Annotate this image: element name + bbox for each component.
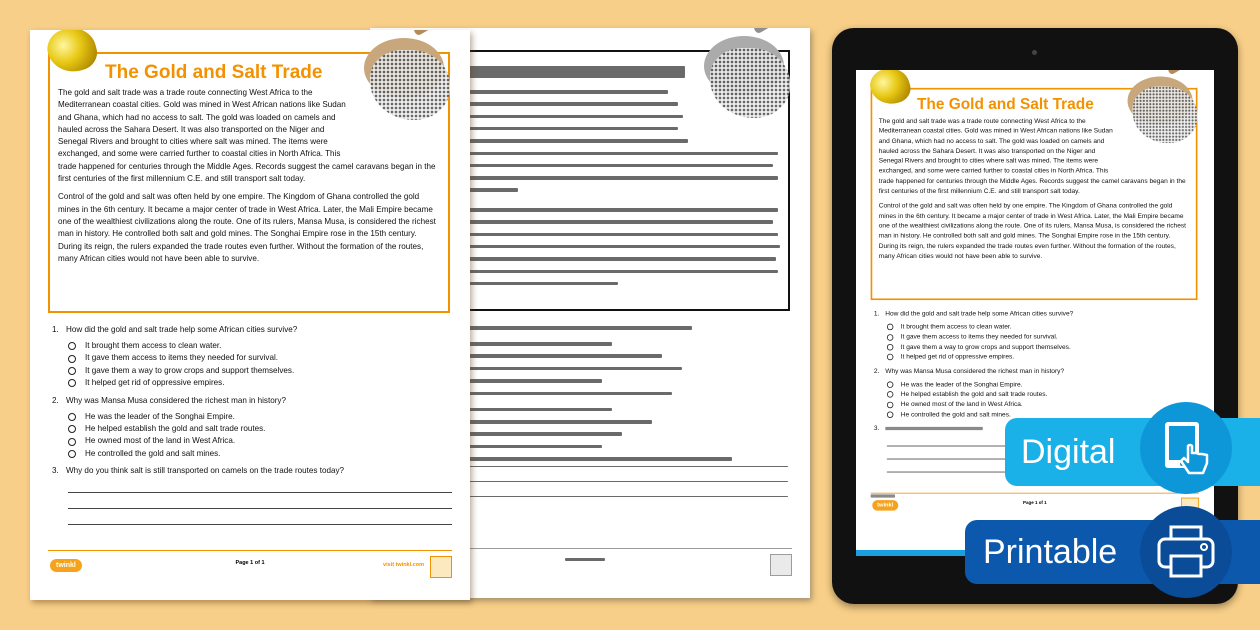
paragraph: The gold and salt trade was a trade route connecting West Africa to the Mediterranean coastal cities. Gold was mined in West African nations like Sudan and Ghana, which had no access to salt. The gold was loaded on camels and hauled across the Sahara Desert. It was also transported on the Niger and Senegal Rivers and brought to cities where salt was mined. The items were exchanged, and some were carried further to coastal cities in North Africa. This trade happened for centuries through the Middle Ages. Records suggest the camel caravans began in the first centuries of the first millennium C.E. and still transport salt today. [878,117,1186,195]
radio-icon[interactable] [68,413,76,421]
question-2 [874,366,1199,419]
option[interactable] [52,435,452,447]
option-label: He was the leader of the Songhai Empire. [900,380,1023,388]
twinkl-logo: twinkl [872,500,898,511]
radio-icon[interactable] [68,379,76,387]
printable-tag [965,520,1260,584]
option-label: He helped establish the gold and salt trade routes. [85,424,266,434]
option-label: He helped establish the gold and salt trade routes. [900,390,1048,398]
option[interactable] [874,400,1199,410]
radio-icon[interactable] [887,391,894,398]
question-1 [52,324,452,390]
worksheet-title: The Gold and Salt Trade [105,62,323,83]
option[interactable] [874,390,1199,400]
page-number: Page 1 of 1 [235,560,265,566]
option[interactable] [874,379,1199,389]
worksheet-footer [48,550,452,590]
visit-link[interactable]: visit twinkl.com [383,562,424,568]
text-line-placeholder [885,427,983,430]
option[interactable] [52,352,452,364]
printer-icon [1140,506,1232,598]
question-number: 1. [873,309,880,318]
radio-icon[interactable] [68,342,76,350]
option[interactable] [874,342,1199,352]
question-number: 2. [873,367,880,375]
option[interactable] [52,411,452,423]
answer-line[interactable] [68,524,452,525]
twinkl-logo: twinkl [50,559,82,572]
question-2 [52,395,452,461]
questions [52,324,452,530]
option[interactable] [874,352,1199,362]
answer-line[interactable] [68,492,452,493]
printable-label: Printable [983,532,1118,571]
option-label: It brought them access to clean water. [900,322,1012,331]
option[interactable] [52,377,452,389]
option-label: He controlled the gold and salt mines. [85,448,221,458]
question-text: Why was Mansa Musa considered the richest man in history? [66,395,286,405]
digital-tag [1005,418,1260,486]
option-label: He was the leader of the Songhai Empire. [85,411,235,421]
question-number: 1. [52,325,59,334]
radio-icon[interactable] [68,367,76,375]
question-number: 3. [873,424,880,432]
option-label: It gave them a way to grow crops and support themselves. [85,365,295,375]
option-label: It helped get rid of oppressive empires. [900,353,1015,361]
radio-icon[interactable] [887,334,894,341]
option[interactable] [874,322,1199,332]
option-label: He owned most of the land in West Africa. [900,400,1023,408]
option[interactable] [52,340,452,352]
paragraph: Control of the gold and salt was often held by one empire. The Kingdom of Ghana controlled the gold mines in the 6th century. It became a major center of trade in West Africa. Later, the Mali Empire became one of the wealthiest civilizations along the route. One of its rulers, Mansa Musa, is considered the richest man in history. He controlled both salt and gold mines. The Songhai Empire rose in the 15th century. During its reign, the rulers expanded the trade routes even further. Without the formation of the routes, many African cities would not have been able to survive. [58,192,436,263]
question-number: 3. [52,466,59,476]
paragraph: Control of the gold and salt was often held by one empire. The Kingdom of Ghana controlled the gold mines in the 6th century. It became a major center of trade in West Africa. Later, the Mali Empire became one of the wealthiest civilizations along the route. One of its rulers, Mansa Musa, is considered the richest man in history. He controlled both salt and gold mines. The Songhai Empire rose in the 15th century. During its reign, the rulers expanded the trade routes even further. Without the formation of the routes, many African cities would not have been able to survive. [878,202,1187,260]
option-label: It gave them a way to grow crops and support themselves. [900,343,1071,351]
option-label: He controlled the gold and salt mines. [900,410,1011,418]
question-text: Why was Mansa Musa considered the richest man in history? [885,367,1065,375]
radio-icon[interactable] [68,450,76,458]
question-3 [52,465,452,525]
radio-icon[interactable] [68,438,76,446]
option[interactable] [52,448,452,460]
worksheet-title: The Gold and Salt Trade [916,96,1094,114]
option-label: It brought them access to clean water. [85,341,222,350]
radio-icon[interactable] [887,411,894,418]
text-line-placeholder [871,494,895,497]
quality-badge-icon [430,556,452,578]
text-line-placeholder [565,558,605,561]
page-number: Page 1 of 1 [1023,500,1047,506]
option[interactable] [874,332,1199,342]
answer-line[interactable] [68,508,452,509]
reading-text [58,87,442,271]
paragraph: The gold and salt trade was a trade route connecting West Africa to the Mediterranean coastal cities. Gold was mined in West African nations like Sudan and Ghana, which had no access to salt. The gold was loaded on camels and hauled across the Sahara Desert. It was also transported on the Niger and Senegal Rivers and brought to cities where salt was mined. The items were exchanged, and some were carried further to coastal cities in North Africa. This trade happened for centuries through the Middle Ages. Records suggest the camel caravans began in the first centuries of the first millennium C.E. and still transport salt today. [58,88,436,184]
radio-icon[interactable] [887,344,894,351]
question-text: How did the gold and salt trade help some African cities survive? [885,309,1074,318]
option-label: It gave them access to items they needed for survival. [900,332,1058,341]
radio-icon[interactable] [887,381,894,388]
radio-icon[interactable] [887,354,894,361]
salt-spoon-image [700,28,810,128]
option-label: It gave them access to items they needed for survival. [85,353,278,363]
option[interactable] [52,423,452,435]
option-label: It helped get rid of oppressive empires. [85,378,225,388]
digital-label: Digital [1021,432,1116,471]
question-1 [874,309,1199,362]
question-text: How did the gold and salt trade help some African cities survive? [66,325,298,334]
tablet-touch-icon [1140,402,1232,494]
radio-icon[interactable] [68,355,76,363]
radio-icon[interactable] [887,324,894,331]
question-text: Why do you think salt is still transported on camels on the trade routes today? [66,466,345,476]
question-number: 2. [52,395,59,405]
worksheet-color-page [30,30,470,600]
radio-icon[interactable] [887,401,894,408]
quality-badge-icon [770,554,792,576]
option[interactable] [52,365,452,377]
camera-icon [1032,50,1037,55]
reading-text [879,116,1191,266]
text-line-placeholder [445,66,685,78]
option-label: He owned most of the land in West Africa. [85,436,236,446]
radio-icon[interactable] [68,425,76,433]
